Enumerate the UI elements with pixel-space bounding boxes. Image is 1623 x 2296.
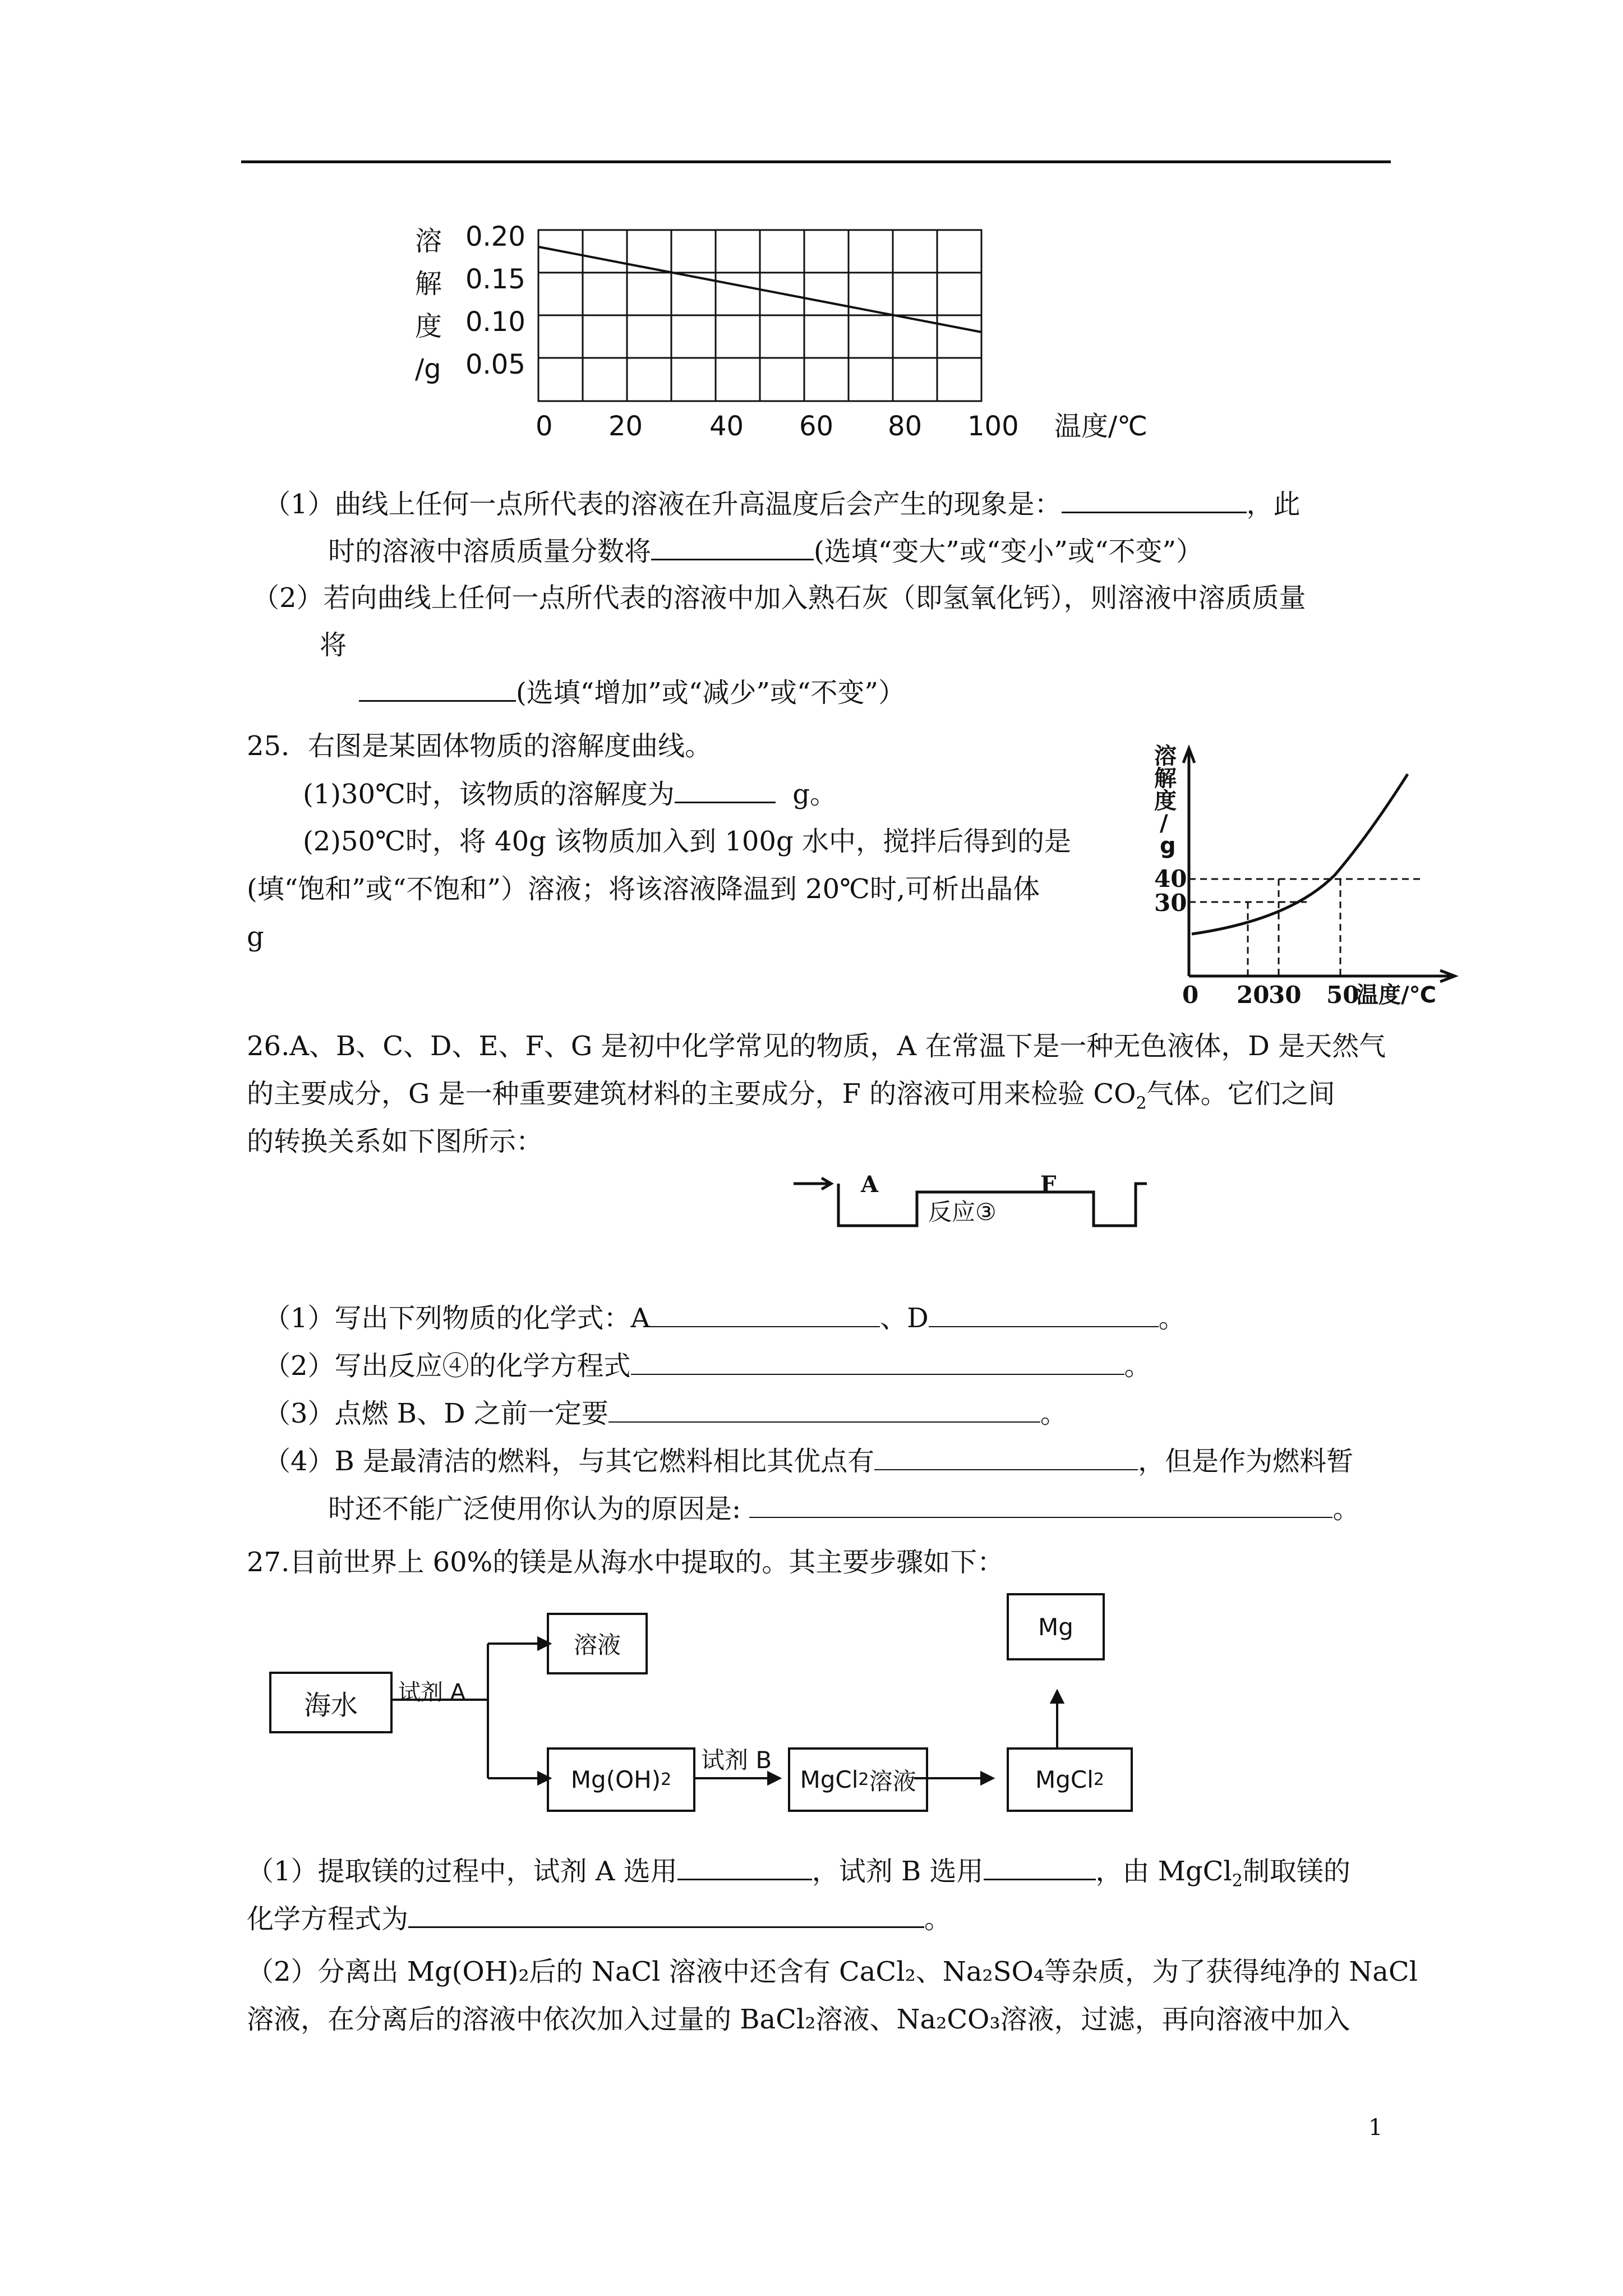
- flow-reagent-b-label: 试剂 B: [701, 1746, 772, 1774]
- q26-line2: 的主要成分，G 是一种重要建筑材料的主要成分，F 的溶液可用来检验 $CO_2$气体。它们之间: [247, 1078, 1335, 1114]
- flow-seawater-box: 海水: [269, 1672, 393, 1733]
- answer-blank[interactable]: [677, 1854, 812, 1880]
- flow-mgcl2-solution-box: MgCl 2 溶液: [788, 1747, 928, 1812]
- flow-mgcl2-box: MgCl 2: [1007, 1747, 1133, 1812]
- chart2-xlabel: 温度/℃: [1356, 982, 1437, 1008]
- q27-q2-line2: 溶液，在分离后的溶液中依次加入过量的 BaCl₂溶液、Na₂CO₃溶液，过滤，再向溶液中加入: [247, 2004, 1350, 2035]
- q26-q3: （3）点燃 B、D 之前一定要 。: [264, 1398, 1067, 1429]
- q24-p1-line1: （1）曲线上任何一点所代表的溶液在升高温度后会产生的现象是： ，此: [264, 487, 1301, 521]
- chart1-xtick: 20: [608, 411, 643, 442]
- answer-blank[interactable]: [650, 1301, 880, 1327]
- q27-title: 27.目前世界上 60%的镁是从海水中提取的。其主要步骤如下：: [247, 1547, 1004, 1578]
- flow-reagent-a-label: 试剂 A: [398, 1680, 466, 1705]
- q25-p2-line1: (2)50℃时，将 40g 该物质加入到 100g 水中，搅拌后得到的是: [303, 826, 1071, 857]
- q25-p2-line2: (填“饱和”或“不饱和”）溶液；将该溶液降温到 20℃时,可析出晶体: [247, 873, 1040, 905]
- q26-q4-line1: （4）B 是最清洁的燃料，与其它燃料相比其优点有 ，但是作为燃料暂: [264, 1446, 1354, 1477]
- chart2-ylabel-5: g: [1160, 833, 1176, 859]
- q24-p2-line2: 将: [320, 629, 347, 661]
- chart1-xtick: 100: [967, 411, 1019, 442]
- chart2-curve: [1192, 774, 1408, 934]
- answer-blank[interactable]: [874, 1444, 1138, 1470]
- chart2-xtick: 0: [1182, 981, 1199, 1009]
- answer-blank[interactable]: [631, 1349, 1124, 1375]
- chart1-ytick: 0.20: [465, 221, 525, 252]
- q25-title: 25．右图是某固体物质的溶解度曲线。: [247, 730, 712, 762]
- q26-q1: （1）写出下列物质的化学式：A 、D 。: [264, 1303, 1186, 1334]
- chart1-ylabel-4: /g: [415, 353, 441, 385]
- q24-p2-line3: (选填“增加”或“减少”或“不变”）: [359, 675, 905, 710]
- q27-q1-line1: （1）提取镁的过程中，试剂 A 选用 ，试剂 B 选用 ，由 MgCl$_2$制取镁的: [247, 1854, 1350, 1898]
- q27-q1-line2: 化学方程式为 。: [247, 1902, 951, 1936]
- q26-q2: （2）写出反应④的化学方程式 。: [264, 1350, 1151, 1382]
- header-rule: [241, 160, 1391, 163]
- chart1-xtick: 40: [709, 411, 744, 442]
- q24-p1-line2: 时的溶液中溶质质量分数将 (选填“变大”或“变小”或“不变”）: [328, 534, 1203, 568]
- chart1-ytick: 0.15: [465, 264, 525, 295]
- chart1-xtick: 60: [799, 411, 834, 442]
- flow-mg-box: Mg: [1007, 1593, 1105, 1660]
- diagram-label-f: F: [1040, 1171, 1057, 1198]
- q27-q2-line1: （2）分离出 Mg(OH)₂后的 NaCl 溶液中还含有 CaCl₂、Na₂SO₄等杂质，为了获得纯净的 NaCl: [247, 1956, 1418, 1987]
- q26-line3: 的转换关系如下图所示：: [247, 1126, 543, 1157]
- answer-blank[interactable]: [984, 1854, 1096, 1880]
- q26-line1: 26.A、B、C、D、E、F、G 是初中化学常见的物质，A 在常温下是一种无色液体，D 是天然气: [247, 1030, 1386, 1062]
- chart1-xlabel: 温度/℃: [1054, 411, 1148, 442]
- chart2-ylabel-1: 溶: [1154, 743, 1177, 769]
- chart1-ytick: 0.05: [465, 349, 525, 380]
- q25-p2-line3: g: [247, 921, 264, 953]
- diagram-label-reaction: 反应③: [928, 1198, 997, 1226]
- q25-p1: (1)30℃时，该物质的溶解度为 g。: [303, 777, 837, 811]
- page-number: 1: [1368, 2115, 1383, 2141]
- chart2-xtick: 20: [1237, 981, 1270, 1009]
- chart1-ylabel-2: 解: [415, 268, 442, 300]
- chart2-axes: [1161, 740, 1464, 1010]
- answer-blank[interactable]: [359, 675, 516, 702]
- answer-blank[interactable]: [1062, 487, 1247, 513]
- chart2-ylabel-4: /: [1160, 811, 1168, 836]
- flow-solution-box: 溶液: [547, 1613, 648, 1674]
- chart2-ytick: 40: [1154, 865, 1187, 892]
- chart2-xtick: 50: [1326, 981, 1359, 1009]
- diagram-label-a: A: [861, 1171, 879, 1198]
- flow-mgoh2-box: Mg(OH) 2: [547, 1747, 695, 1812]
- answer-blank[interactable]: [408, 1902, 924, 1928]
- q24-p2-line1: （2）若向曲线上任何一点所代表的溶液中加入熟石灰（即氢氧化钙），则溶液中溶质质量: [252, 582, 1306, 614]
- chart2-ylabel-3: 度: [1154, 788, 1177, 814]
- answer-blank[interactable]: [651, 534, 814, 560]
- chart2-ylabel-2: 解: [1154, 766, 1177, 792]
- chart1-ylabel-1: 溶: [415, 226, 442, 257]
- answer-blank[interactable]: [929, 1301, 1159, 1327]
- chart1-xtick: 0: [536, 411, 553, 442]
- q26-q4-line2: 时还不能广泛使用你认为的原因是: 。: [328, 1493, 1360, 1525]
- answer-blank[interactable]: [749, 1492, 1332, 1518]
- chart1-ytick: 0.10: [465, 306, 525, 338]
- chart2-ytick: 30: [1154, 889, 1187, 917]
- answer-blank[interactable]: [675, 777, 776, 803]
- chart1-xtick: 80: [888, 411, 923, 442]
- chart2-xtick: 30: [1269, 981, 1302, 1009]
- chart1-ylabel-3: 度: [415, 311, 442, 342]
- chart1-grid: [533, 224, 993, 409]
- answer-blank[interactable]: [608, 1397, 1040, 1423]
